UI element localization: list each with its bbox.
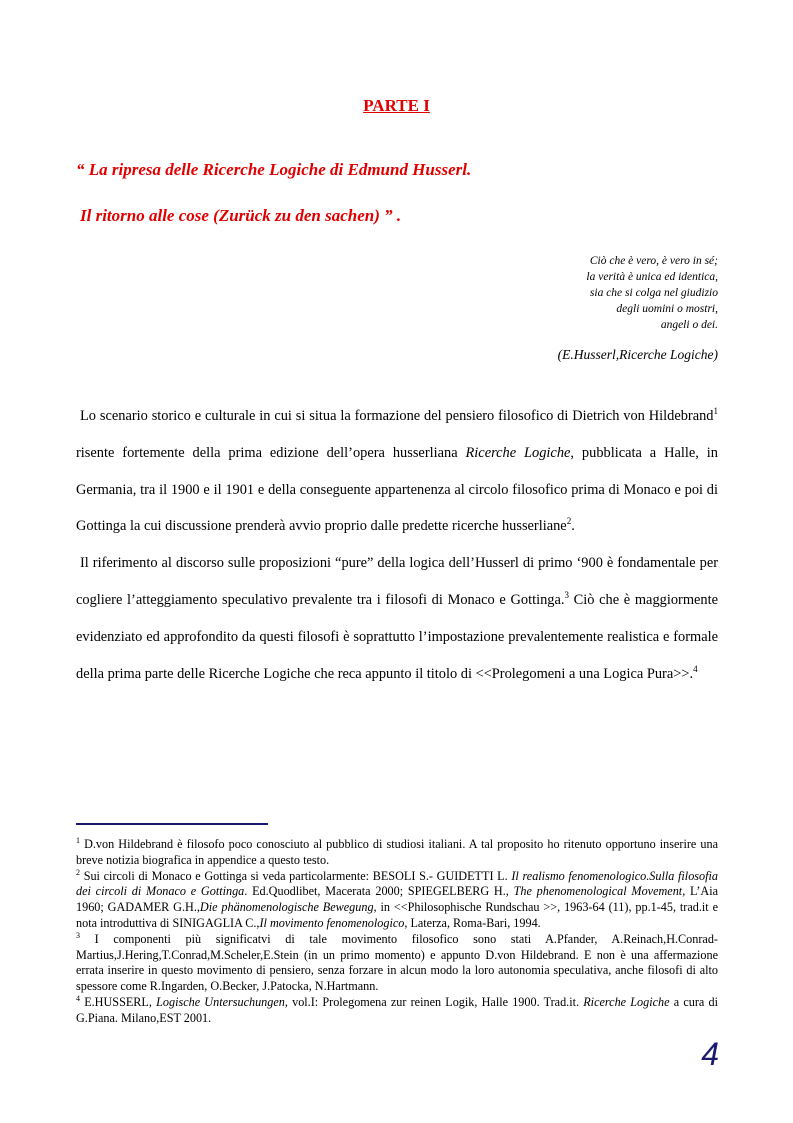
chapter-subtitle: “ La ripresa delle Ricerche Logiche di Edmund Husserl. [76, 160, 472, 179]
footnote-text: in <<Philosophische Rundschau >>, 1963-64 (11), pp.1-45, trad.it e nota introduttiva di SINIGAGLIA C., [76, 900, 718, 930]
cited-title: Il movimento fenomenologico [259, 915, 405, 930]
page-number: 4 [701, 1036, 719, 1072]
footnote-text: , Laterza, Roma-Bari, 1994. [404, 915, 541, 930]
cited-title: The phenomenological Movement [513, 884, 683, 899]
footnote-text: a cura di G.Piana. Milano,EST 2001. [76, 994, 718, 1025]
footnote-text: , vol.I: Prolegomena zur reinen Logik, Halle 1900. Trad.it. [284, 994, 584, 1009]
footnote [76, 837, 718, 869]
epigraph-line: la verità è unica ed identica, [586, 271, 718, 283]
epigraph-line: angeli o dei. [660, 319, 718, 331]
paragraph-text: Il riferimento al discorso sulle proposizioni “pure” della logica dell’Husserl di primo ‘900 è fondamentale per cogliere l’atteggiamento speculativo prevalente tra i filosofi di Monaco e Gottinga. [76, 555, 718, 608]
footnote-number: 3 [76, 930, 80, 940]
footnotes [76, 837, 718, 1027]
footnote-text: , L’Aia 1960; GADAMER G.H., [76, 884, 719, 915]
chapter-subtitle-second-line: Il ritorno alle cose (Zurück zu den sachen) ” . [80, 206, 402, 225]
cited-title: Ricerche Logiche [583, 994, 670, 1009]
paragraph-text: risente fortemente della prima edizione dell’opera husserliana [76, 444, 466, 461]
cited-title: Il realismo fenomenologico.Sulla filosofia dei circoli di Monaco e Gottinga [76, 868, 718, 899]
footnote-ref[interactable]: 3 [564, 590, 569, 601]
footnote-text: I componenti più significatvi di tale movimento filosofico sono stati A.Pfander, A.Reinach,H.Conrad-Martius,J.Hering,T.Conrad,M.Scheler,E.Stein (in un primo momento) e appunto D.von Hildebrand. E non è una affermazione errata inserire in questo movimento di pensiero, senza forzare in alcun modo la loro autonomia speculativa, anche filosofi di alto spessore come R.Ingarden, O.Becker, J.Patocka, N.Hartmann. [76, 931, 718, 994]
footnote [76, 869, 718, 932]
footnote [76, 995, 718, 1027]
cited-title: Logische Untersuchungen [156, 994, 285, 1009]
epigraph-line: Ciò che è vero, è vero in sé; [589, 255, 718, 267]
footnote [76, 932, 718, 995]
footnote-number: 2 [76, 867, 80, 877]
paragraph-text: , pubblicata a Halle, in Germania, tra il 1900 e il 1901 e della conseguente appartenenza al circolo filosofico prima di Monaco e poi di Gottinga la cui discussione prenderà avvio proprio dalle predette ricerche husserliane [76, 444, 718, 535]
cited-title: Die phänomenologische Bewegung, [199, 900, 377, 915]
paragraph-text: . [571, 518, 575, 535]
paragraph-text: Lo scenario storico e culturale in cui si situa la formazione del pensiero filosofico di Dietrich von Hildebrand [80, 408, 714, 424]
work-title: Ricerche Logiche [465, 444, 571, 461]
paragraph [76, 545, 718, 692]
part-title: PARTE I [363, 96, 430, 115]
epigraph [586, 253, 718, 333]
footnote-ref[interactable]: 1 [713, 406, 718, 417]
footnote-ref[interactable]: 2 [566, 516, 572, 527]
epigraph-line: sia che si colga nel giudizio [589, 287, 718, 299]
paragraph-text: Ciò che è maggiormente evidenziato ed approfondito da questi filosofi è soprattutto l’impostazione prevalentemente realistica e formale della prima parte delle Ricerche Logiche che reca appunto il titolo di <<Prolegomeni a una Logica Pura>>. [76, 591, 718, 682]
epigraph-source: (E.Husserl,Ricerche Logiche) [557, 347, 718, 362]
footnote-text: Sui circoli di Monaco e Gottinga si veda particolarmente: BESOLI S.- GUIDETTI L. [80, 868, 512, 883]
footnote-number: 4 [76, 993, 80, 1003]
footnote-text: . Ed.Quodlibet, Macerata 2000; SPIEGELBERG H., [244, 884, 514, 899]
footnote-text: E.HUSSERL, [80, 994, 157, 1009]
footnote-ref[interactable]: 4 [693, 663, 698, 674]
epigraph-line: degli uomini o mostri, [616, 303, 718, 315]
paragraph [76, 398, 718, 545]
footnote-text: D.von Hildebrand è filosofo poco conosciuto al pubblico di studiosi italiani. A tal proposito ho ritenuto opportuno inserire una breve notizia biografica in appendice a questo testo. [76, 837, 718, 867]
footnote-number: 1 [76, 835, 80, 845]
body-text [76, 398, 718, 692]
footnote-separator [76, 823, 268, 825]
